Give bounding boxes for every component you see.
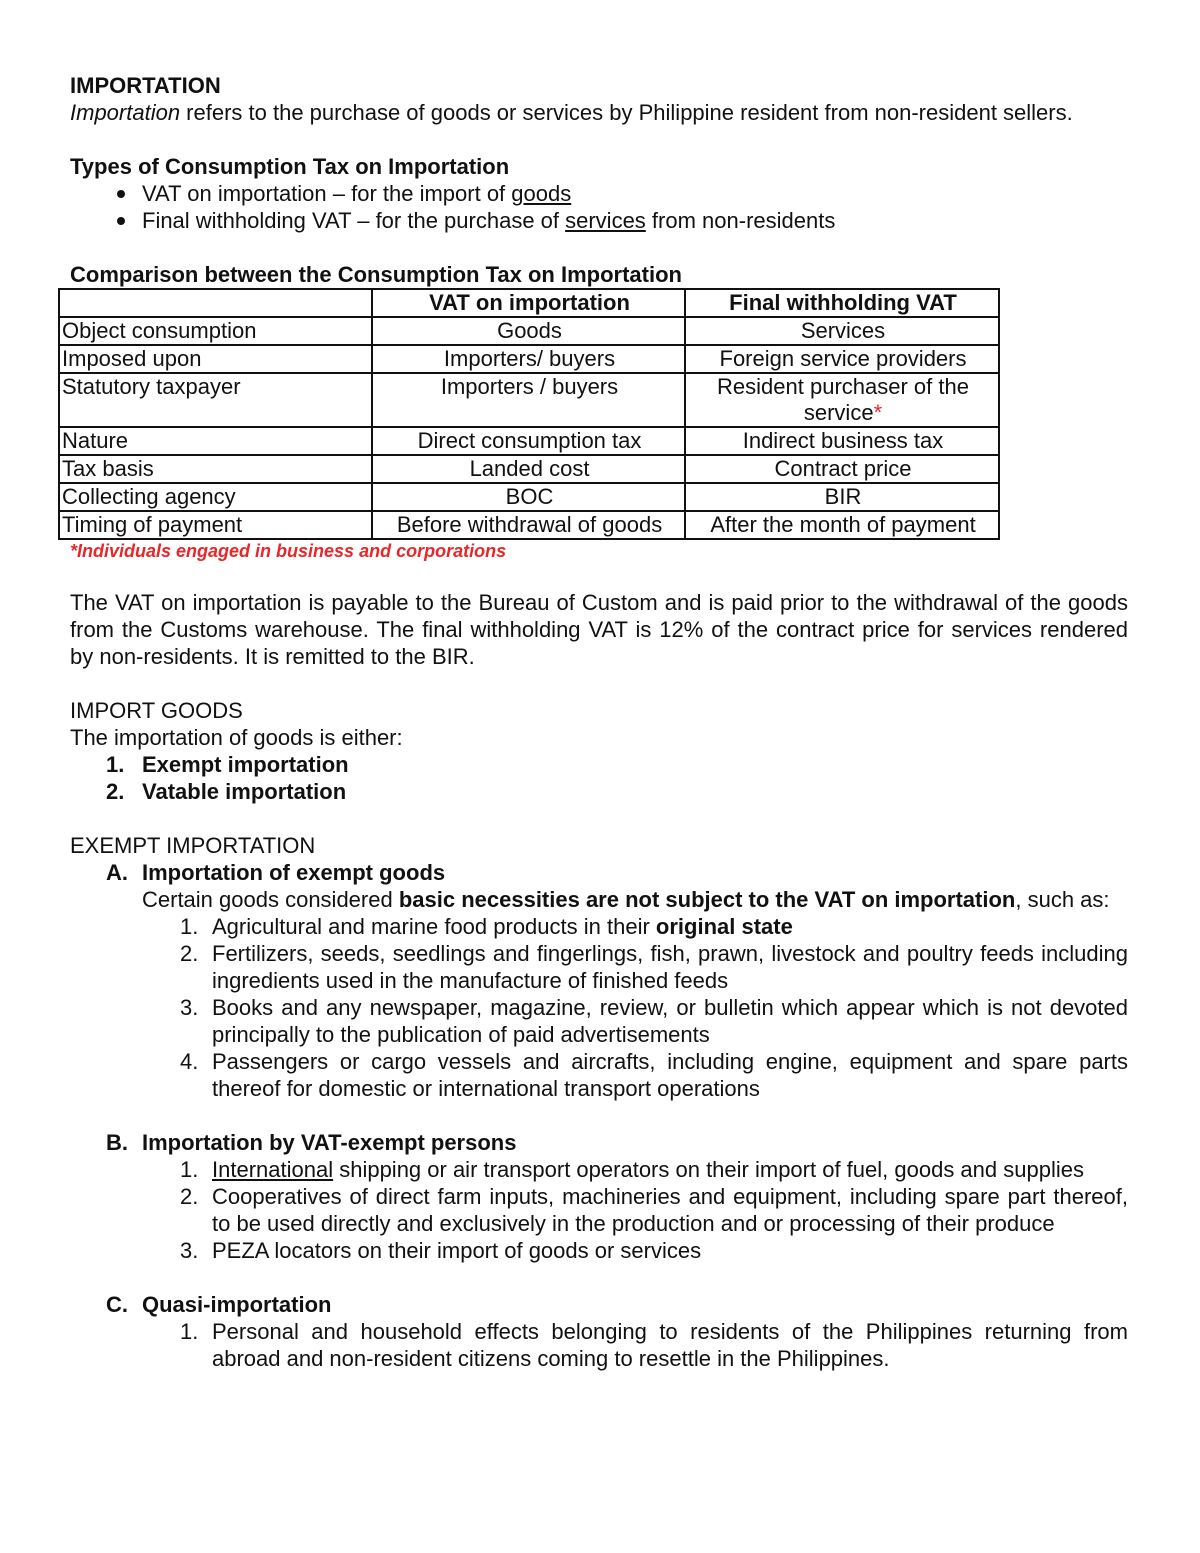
table-cell: Importers/ buyers [372, 345, 685, 373]
table-cell: Landed cost [372, 455, 685, 483]
table-cell: Statutory taxpayer [59, 373, 372, 427]
section-c-list [70, 1318, 1128, 1372]
comparison-table [58, 288, 1000, 540]
table-row [59, 345, 999, 373]
section-a-list [70, 913, 1128, 1102]
section-b-heading: B. Importation by VAT-exempt persons [106, 1130, 517, 1155]
list-item: 1. Personal and household effects belonging to residents of the Philippines returning from abroad and non-resident citizens coming to resettle in the Philippines. [180, 1319, 1128, 1371]
table-cell: Collecting agency [59, 483, 372, 511]
table-row [59, 455, 999, 483]
types-title: Types of Consumption Tax on Importation [70, 154, 510, 179]
importation-title: IMPORTATION [70, 73, 221, 98]
table-cell: BIR [685, 483, 999, 511]
import-goods-list [70, 751, 1128, 805]
table-cell: Object consumption [59, 317, 372, 345]
table-row [59, 483, 999, 511]
section-a-intro: Certain goods considered basic necessities are not subject to the VAT on importation, such as: [142, 887, 1110, 912]
list-item: 1. International shipping or air transport operators on their import of fuel, goods and supplies [180, 1157, 1084, 1182]
section-a-heading: A. Importation of exempt goods [106, 860, 446, 885]
list-item: VAT on importation – for the import of goods [70, 180, 1128, 207]
importation-definition [70, 99, 1128, 126]
summary-paragraph: The VAT on importation is payable to the Bureau of Custom and is paid prior to the withdrawal of the goods from the Customs warehouse. The final withholding VAT is 12% of the contract price for services rendered by non-residents. It is remitted to the BIR. [70, 590, 1128, 669]
table-cell: Goods [372, 317, 685, 345]
comparison-title: Comparison between the Consumption Tax on Importation [70, 262, 682, 287]
table-header [59, 289, 372, 317]
table-row [59, 317, 999, 345]
asterisk-mark: * [873, 400, 883, 425]
importation-definition-text: refers to the purchase of goods or services by Philippine resident from non-resident sellers. [180, 100, 1073, 125]
list-item: 2. Fertilizers, seeds, seedlings and fingerlings, fish, prawn, livestock and poultry feeds including ingredients used in the manufacture of finished feeds [180, 941, 1128, 993]
table-cell: Importers / buyers [372, 373, 685, 427]
list-item: 3. Books and any newspaper, magazine, review, or bulletin which appear which is not devoted principally to the publication of paid advertisements [180, 995, 1128, 1047]
table-cell: Direct consumption tax [372, 427, 685, 455]
table-cell: After the month of payment [685, 511, 999, 539]
section-c-heading: C. Quasi-importation [106, 1292, 332, 1317]
import-goods-title: IMPORT GOODS [70, 698, 243, 723]
table-cell: Contract price [685, 455, 999, 483]
types-list [70, 180, 1128, 234]
table-cell: Nature [59, 427, 372, 455]
table-cell: Tax basis [59, 455, 372, 483]
table-cell: Resident purchaser of the service* [685, 373, 999, 427]
document-page [62, 72, 1128, 1372]
table-footnote: *Individuals engaged in business and corporations [70, 541, 507, 561]
list-item: 1. Exempt importation [106, 752, 349, 777]
table-row [59, 373, 999, 427]
table-cell: Indirect business tax [685, 427, 999, 455]
table-row [59, 427, 999, 455]
import-goods-intro: The importation of goods is either: [70, 725, 403, 750]
table-header: VAT on importation [372, 289, 685, 317]
list-item: 3. PEZA locators on their import of goods or services [180, 1238, 702, 1263]
list-item: 4. Passengers or cargo vessels and aircrafts, including engine, equipment and spare parts thereof for domestic or international transport operations [180, 1049, 1128, 1101]
table-cell: Services [685, 317, 999, 345]
list-item: 1. Agricultural and marine food products in their original state [180, 914, 793, 939]
list-item: 2. Cooperatives of direct farm inputs, machineries and equipment, including spare part thereof, to be used directly and exclusively in the production and or processing of their produce [180, 1184, 1128, 1236]
exempt-title: EXEMPT IMPORTATION [70, 833, 316, 858]
table-cell: Timing of payment [59, 511, 372, 539]
table-header-row [59, 289, 999, 317]
table-cell: Imposed upon [59, 345, 372, 373]
section-b-list [70, 1156, 1128, 1264]
table-cell: BOC [372, 483, 685, 511]
table-header: Final withholding VAT [685, 289, 999, 317]
list-item: 2. Vatable importation [106, 779, 347, 804]
list-item: Final withholding VAT – for the purchase of services from non-residents [70, 207, 1128, 234]
importation-term: Importation [70, 100, 181, 125]
table-cell: Before withdrawal of goods [372, 511, 685, 539]
table-cell: Foreign service providers [685, 345, 999, 373]
table-row [59, 511, 999, 539]
